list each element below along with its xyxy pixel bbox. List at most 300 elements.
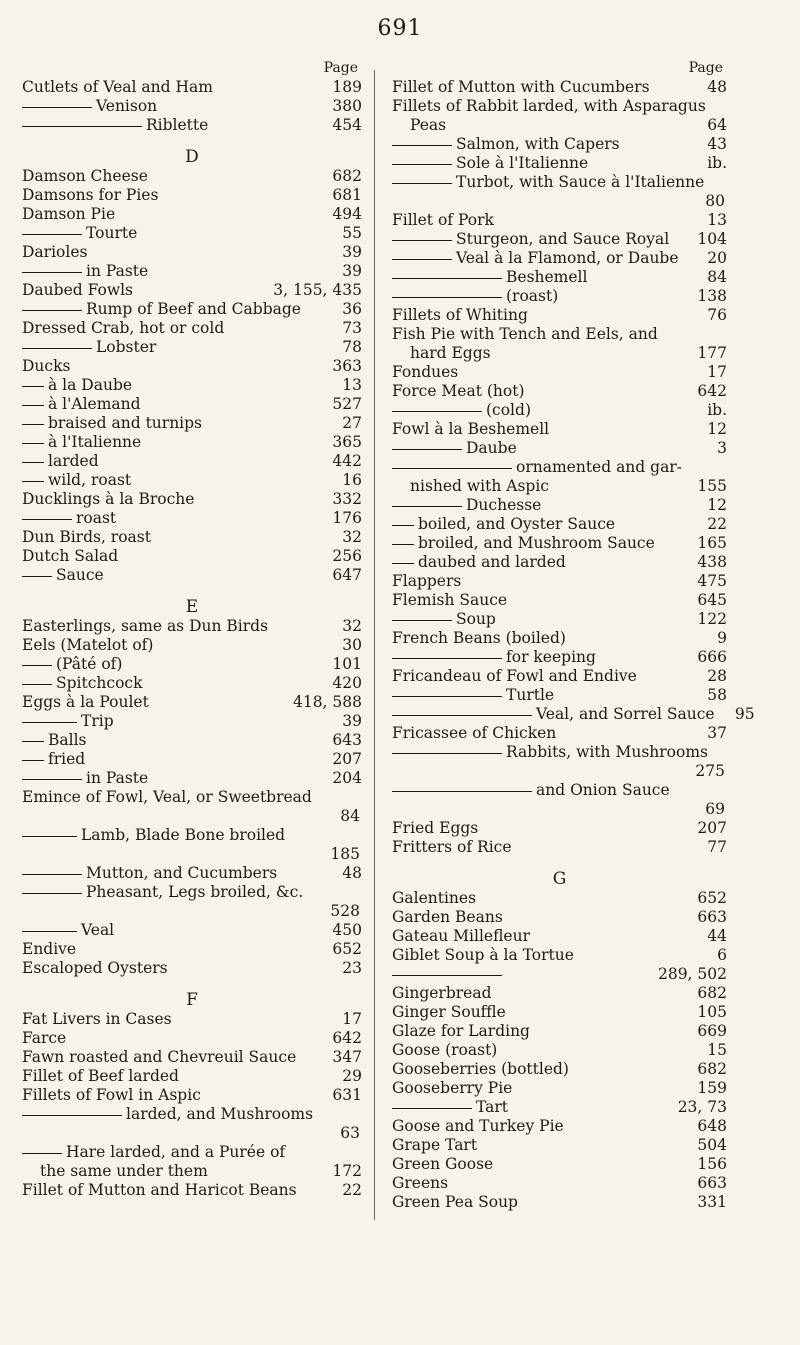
ditto-rule <box>22 107 92 108</box>
entry-page: 631 <box>332 1086 362 1104</box>
entry-page: ib. <box>707 401 727 419</box>
index-entry <box>22 959 362 978</box>
ditto-rule <box>392 411 482 412</box>
entry-page: 682 <box>332 167 362 185</box>
index-entry <box>392 686 727 705</box>
index-entry <box>22 338 362 357</box>
index-entry <box>392 268 727 287</box>
ditto-rule <box>392 620 452 621</box>
entry-title: Soup <box>456 610 496 628</box>
entry-page: 39 <box>342 712 362 730</box>
section-letter: D <box>185 147 199 167</box>
ditto-rule <box>392 240 452 241</box>
entry-title: Sturgeon, and Sauce Royal <box>456 230 670 248</box>
ditto-rule <box>22 741 44 742</box>
entry-page: 347 <box>332 1048 362 1066</box>
index-entry <box>392 344 727 363</box>
ditto-rule <box>22 931 77 932</box>
entry-title: Lobster <box>96 338 157 356</box>
index-entry <box>392 946 727 965</box>
index-entry <box>22 395 362 414</box>
entry-page: 55 <box>342 224 362 242</box>
entry-title: Emince of Fowl, Veal, or Sweetbread <box>22 788 312 806</box>
index-entry <box>22 674 362 693</box>
entry-page: 30 <box>342 636 362 654</box>
entry-page: 155 <box>697 477 727 495</box>
index-entry <box>392 249 727 268</box>
entry-title: Fillets of Rabbit larded, with Asparagus <box>392 97 706 115</box>
index-column-right <box>392 60 755 1212</box>
index-entry <box>392 1079 727 1098</box>
entry-page: 6 <box>717 946 727 964</box>
entry-page: 12 <box>707 496 727 514</box>
entry-title: wild, roast <box>48 471 132 489</box>
entry-title: fried <box>48 750 86 768</box>
index-entry <box>22 566 362 585</box>
index-entry <box>392 1155 727 1174</box>
index-column-left <box>22 60 362 1200</box>
index-entry <box>22 1086 362 1105</box>
entry-title: Dressed Crab, hot or cold <box>22 319 225 337</box>
entry-page: 39 <box>342 262 362 280</box>
entry-title: Escaloped Oysters <box>22 959 168 977</box>
ditto-rule <box>22 443 44 444</box>
entry-page: 681 <box>332 186 362 204</box>
entry-page: ib. <box>707 154 727 172</box>
entry-title: Eels (Matelot of) <box>22 636 154 654</box>
entry-page: 643 <box>332 731 362 749</box>
entry-title: Fawn roasted and Chevreuil Sauce <box>22 1048 297 1066</box>
entry-page: 23 <box>342 959 362 977</box>
index-entry <box>22 1162 362 1181</box>
entry-title: the same under them <box>40 1162 208 1180</box>
ditto-rule <box>392 525 414 526</box>
entry-page: 256 <box>332 547 362 565</box>
index-entry <box>392 401 727 420</box>
entry-title: Fillet of Mutton with Cucumbers <box>392 78 650 96</box>
index-entry <box>392 743 727 762</box>
index-entry <box>22 471 362 490</box>
index-entry <box>22 1048 362 1067</box>
index-entry <box>392 667 727 686</box>
entry-page: 647 <box>332 566 362 584</box>
entry-title: Riblette <box>146 116 209 134</box>
index-entry <box>22 1143 362 1162</box>
index-entry <box>22 921 362 940</box>
index-entry <box>392 610 727 629</box>
index-entry <box>22 281 362 300</box>
entry-page: 27 <box>342 414 362 432</box>
ditto-rule <box>392 696 502 697</box>
entry-page: 275 <box>695 762 725 780</box>
entry-title: à l'Italienne <box>48 433 142 451</box>
entry-page: 17 <box>342 1010 362 1028</box>
entry-page: 76 <box>707 306 727 324</box>
entry-page: 156 <box>697 1155 727 1173</box>
entry-page: 16 <box>342 471 362 489</box>
entry-title: larded <box>48 452 99 470</box>
index-entry <box>22 617 362 636</box>
index-entry <box>22 940 362 959</box>
entry-page: 64 <box>707 116 727 134</box>
index-entry <box>392 705 755 724</box>
entry-title: Tart <box>476 1098 509 1116</box>
ditto-rule <box>22 684 52 685</box>
index-entry <box>22 116 362 135</box>
entry-page: 32 <box>342 617 362 635</box>
index-entry <box>22 528 362 547</box>
entry-page: 648 <box>697 1117 727 1135</box>
ditto-rule <box>22 576 52 577</box>
entry-title: Turbot, with Sauce à l'Italienne <box>456 173 705 191</box>
entry-title: Dutch Salad <box>22 547 119 565</box>
entry-title: Venison <box>96 97 158 115</box>
entry-title: Fat Livers in Cases <box>22 1010 172 1028</box>
entry-title: Ginger Souffle <box>392 1003 506 1021</box>
entry-page: 204 <box>332 769 362 787</box>
entry-title: Cutlets of Veal and Ham <box>22 78 213 96</box>
entry-page: 172 <box>332 1162 362 1180</box>
entry-title: Gooseberry Pie <box>392 1079 513 1097</box>
entry-page: 20 <box>707 249 727 267</box>
ditto-rule <box>392 449 462 450</box>
section-letter: F <box>186 990 198 1010</box>
entry-title: Spitchcock <box>56 674 143 692</box>
index-entry <box>392 420 727 439</box>
entry-page: 177 <box>697 344 727 362</box>
index-entry <box>392 1003 727 1022</box>
entry-page: 44 <box>707 927 727 945</box>
index-entry <box>392 781 727 800</box>
index-entry <box>392 306 727 325</box>
entry-title: Sole à l'Italienne <box>456 154 589 172</box>
entry-title: Rabbits, with Mushrooms <box>506 743 708 761</box>
ditto-rule <box>392 658 502 659</box>
entry-page: 78 <box>342 338 362 356</box>
entry-title: braised and turnips <box>48 414 203 432</box>
index-entry <box>22 636 362 655</box>
entry-title: hard Eggs <box>410 344 491 362</box>
ditto-rule <box>22 234 82 235</box>
entry-title: Pheasant, Legs broiled, &c. <box>86 883 304 901</box>
entry-title: Dun Birds, roast <box>22 528 151 546</box>
index-entry <box>392 984 727 1003</box>
entry-title: ornamented and gar- <box>516 458 682 476</box>
entry-title: daubed and larded <box>418 553 566 571</box>
entry-title: Daubed Fowls <box>22 281 134 299</box>
index-entry <box>22 262 362 281</box>
entry-title: Fowl à la Beshemell <box>392 420 550 438</box>
entry-page: 105 <box>697 1003 727 1021</box>
entry-title: Fricandeau of Fowl and Endive <box>392 667 637 685</box>
index-entry <box>392 965 727 984</box>
entry-title: Daube <box>466 439 517 457</box>
index-entry <box>392 97 727 116</box>
index-entry <box>392 363 727 382</box>
entry-title: in Paste <box>86 262 149 280</box>
index-entry <box>22 883 362 902</box>
entry-page: 22 <box>707 515 727 533</box>
entry-title: Green Goose <box>392 1155 494 1173</box>
index-entry <box>392 819 727 838</box>
entry-title: Sauce <box>56 566 104 584</box>
index-entry <box>22 167 362 186</box>
ditto-rule <box>392 975 502 976</box>
entry-title: Beshemell <box>506 268 588 286</box>
entry-title: Green Pea Soup <box>392 1193 518 1211</box>
index-entry <box>22 1010 362 1029</box>
index-entry <box>392 496 727 515</box>
entry-title: Easterlings, same as Dun Birds <box>22 617 269 635</box>
ditto-rule <box>22 462 44 463</box>
entry-page: 37 <box>707 724 727 742</box>
entry-title: à l'Alemand <box>48 395 141 413</box>
entry-title: Fried Eggs <box>392 819 479 837</box>
entry-page: 29 <box>342 1067 362 1085</box>
entry-title: Fillets of Fowl in Aspic <box>22 1086 201 1104</box>
entry-page: 58 <box>707 686 727 704</box>
ditto-rule <box>22 1115 122 1116</box>
entry-page: 73 <box>342 319 362 337</box>
entry-title: Goose (roast) <box>392 1041 498 1059</box>
entry-page: 159 <box>697 1079 727 1097</box>
entry-page: 663 <box>697 1174 727 1192</box>
index-entry <box>392 889 727 908</box>
index-entry <box>22 826 362 845</box>
entry-title: Galentines <box>392 889 477 907</box>
entry-page: 189 <box>332 78 362 96</box>
entry-page: 332 <box>332 490 362 508</box>
entry-title: Fillets of Whiting <box>392 306 528 324</box>
entry-page: 32 <box>342 528 362 546</box>
ditto-rule <box>22 126 142 127</box>
entry-page: 528 <box>330 902 360 920</box>
entry-title: Fricassee of Chicken <box>392 724 557 742</box>
entry-title: Goose and Turkey Pie <box>392 1117 564 1135</box>
index-entry <box>392 78 727 97</box>
entry-page: 663 <box>697 908 727 926</box>
entry-page: 122 <box>697 610 727 628</box>
entry-page: 289, 502 <box>657 965 727 983</box>
index-entry <box>392 116 727 135</box>
index-entry <box>392 1174 727 1193</box>
entry-page: 185 <box>330 845 360 863</box>
entry-page: 380 <box>332 97 362 115</box>
entry-title: Mutton, and Cucumbers <box>86 864 278 882</box>
index-entry <box>22 97 362 116</box>
index-entry <box>392 1136 727 1155</box>
ditto-rule <box>392 259 452 260</box>
entry-title: Ducklings à la Broche <box>22 490 195 508</box>
entry-page: 365 <box>332 433 362 451</box>
page-number: 691 <box>377 16 423 41</box>
entry-page: 13 <box>342 376 362 394</box>
entry-page: 645 <box>697 591 727 609</box>
entry-page: 3, 155, 435 <box>273 281 362 299</box>
index-entry <box>392 1193 727 1212</box>
entry-page: 669 <box>697 1022 727 1040</box>
entry-page: 39 <box>342 243 362 261</box>
index-entry <box>22 693 362 712</box>
index-entry <box>22 300 362 319</box>
index-entry <box>392 230 727 249</box>
entry-title: Gingerbread <box>392 984 492 1002</box>
entry-title: Gooseberries (bottled) <box>392 1060 569 1078</box>
ditto-rule <box>392 278 502 279</box>
index-entry <box>392 515 727 534</box>
entry-title: Grape Tart <box>392 1136 478 1154</box>
entry-page: 3 <box>717 439 727 457</box>
index-entry <box>22 731 362 750</box>
entry-page: 15 <box>707 1041 727 1059</box>
index-entry <box>392 908 727 927</box>
entry-page: 28 <box>707 667 727 685</box>
entry-title: Giblet Soup à la Tortue <box>392 946 574 964</box>
index-entries <box>392 78 755 1212</box>
ditto-rule <box>22 272 82 273</box>
index-entry <box>392 154 727 173</box>
column-divider <box>374 70 375 1220</box>
entry-title: Flemish Sauce <box>392 591 508 609</box>
ditto-rule <box>392 297 502 298</box>
ditto-rule <box>22 760 44 761</box>
entry-title: Ducks <box>22 357 71 375</box>
ditto-rule <box>22 893 82 894</box>
ditto-rule <box>22 836 77 837</box>
index-entry <box>22 788 362 807</box>
entry-title: Garden Beans <box>392 908 503 926</box>
index-entry <box>22 655 362 674</box>
index-entry <box>392 135 727 154</box>
entry-title: à la Daube <box>48 376 133 394</box>
entry-page: 104 <box>697 230 727 248</box>
entry-page: 22 <box>342 1181 362 1199</box>
entry-title: nished with Aspic <box>410 477 549 495</box>
ditto-rule <box>392 544 414 545</box>
section-letter: G <box>552 869 567 889</box>
entry-title: French Beans (boiled) <box>392 629 566 647</box>
index-entry <box>22 769 362 788</box>
entry-title: Fillet of Pork <box>392 211 494 229</box>
entry-title: Glaze for Larding <box>392 1022 530 1040</box>
entry-page: 420 <box>332 674 362 692</box>
index-entry <box>392 629 727 648</box>
entry-page: 23, 73 <box>677 1098 727 1116</box>
entry-page: 13 <box>707 211 727 229</box>
entry-page: 165 <box>697 534 727 552</box>
entry-page: 101 <box>332 655 362 673</box>
entry-title: Fillet of Beef larded <box>22 1067 179 1085</box>
ditto-rule <box>22 310 82 311</box>
index-entry <box>22 864 362 883</box>
ditto-rule <box>392 468 512 469</box>
entry-page: 77 <box>707 838 727 856</box>
index-entry <box>392 439 727 458</box>
index-entry <box>22 1105 362 1124</box>
ditto-rule <box>392 164 452 165</box>
entry-title: Fish Pie with Tench and Eels, and <box>392 325 658 343</box>
index-entry <box>392 173 727 192</box>
index-entry <box>392 287 727 306</box>
entry-page: 207 <box>332 750 362 768</box>
entry-page: 363 <box>332 357 362 375</box>
entry-page: 642 <box>697 382 727 400</box>
entry-page: 69 <box>705 800 725 818</box>
index-entry <box>22 78 362 97</box>
entry-page: 80 <box>705 192 725 210</box>
entry-page: 438 <box>697 553 727 571</box>
entry-title: Force Meat (hot) <box>392 382 525 400</box>
entry-title: Tourte <box>86 224 138 242</box>
ditto-rule <box>22 519 72 520</box>
entry-title: boiled, and Oyster Sauce <box>418 515 616 533</box>
entry-page: 9 <box>717 629 727 647</box>
entry-title: Veal, and Sorrel Sauce <box>536 705 715 723</box>
entry-page: 666 <box>697 648 727 666</box>
index-entry <box>22 205 362 224</box>
entry-title: Hare larded, and a Purée of <box>66 1143 286 1161</box>
entry-title: Greens <box>392 1174 449 1192</box>
entry-title: and Onion Sauce <box>536 781 670 799</box>
entry-page: 138 <box>697 287 727 305</box>
index-entry <box>392 1022 727 1041</box>
section-letter: E <box>185 597 199 617</box>
entry-page: 652 <box>332 940 362 958</box>
index-entry <box>392 838 727 857</box>
entry-title: for keeping <box>506 648 596 666</box>
index-entry <box>392 1060 727 1079</box>
entry-title: Damson Cheese <box>22 167 148 185</box>
index-entry <box>22 433 362 452</box>
ditto-rule <box>392 791 532 792</box>
entry-page: 682 <box>697 1060 727 1078</box>
ditto-rule <box>22 779 82 780</box>
entry-title: larded, and Mushrooms <box>126 1105 314 1123</box>
index-entry <box>22 319 362 338</box>
entry-page: 207 <box>697 819 727 837</box>
entry-title: Trip <box>81 712 114 730</box>
entry-title: Fondues <box>392 363 459 381</box>
entry-page: 176 <box>332 509 362 527</box>
entry-title: Eggs à la Poulet <box>22 693 149 711</box>
entry-page: 84 <box>707 268 727 286</box>
entry-page: 642 <box>332 1029 362 1047</box>
page-header-label: Page <box>323 60 358 76</box>
index-entry <box>392 591 727 610</box>
entry-page: 682 <box>697 984 727 1002</box>
ditto-rule <box>22 405 44 406</box>
ditto-rule <box>22 665 52 666</box>
entry-title: Damson Pie <box>22 205 116 223</box>
entry-title: Turtle <box>506 686 555 704</box>
index-entry <box>392 724 727 743</box>
index-entry <box>392 1117 727 1136</box>
index-entry <box>22 243 362 262</box>
entry-title: Flappers <box>392 572 462 590</box>
entry-page: 527 <box>332 395 362 413</box>
index-entry <box>22 712 362 731</box>
ditto-rule <box>22 424 44 425</box>
index-entry <box>392 458 727 477</box>
index-entry <box>22 750 362 769</box>
index-entry <box>392 1041 727 1060</box>
index-entry <box>22 186 362 205</box>
entry-title: Darioles <box>22 243 88 261</box>
ditto-rule <box>392 183 452 184</box>
ditto-rule <box>22 386 44 387</box>
entry-title: (cold) <box>486 401 531 419</box>
entry-page: 12 <box>707 420 727 438</box>
